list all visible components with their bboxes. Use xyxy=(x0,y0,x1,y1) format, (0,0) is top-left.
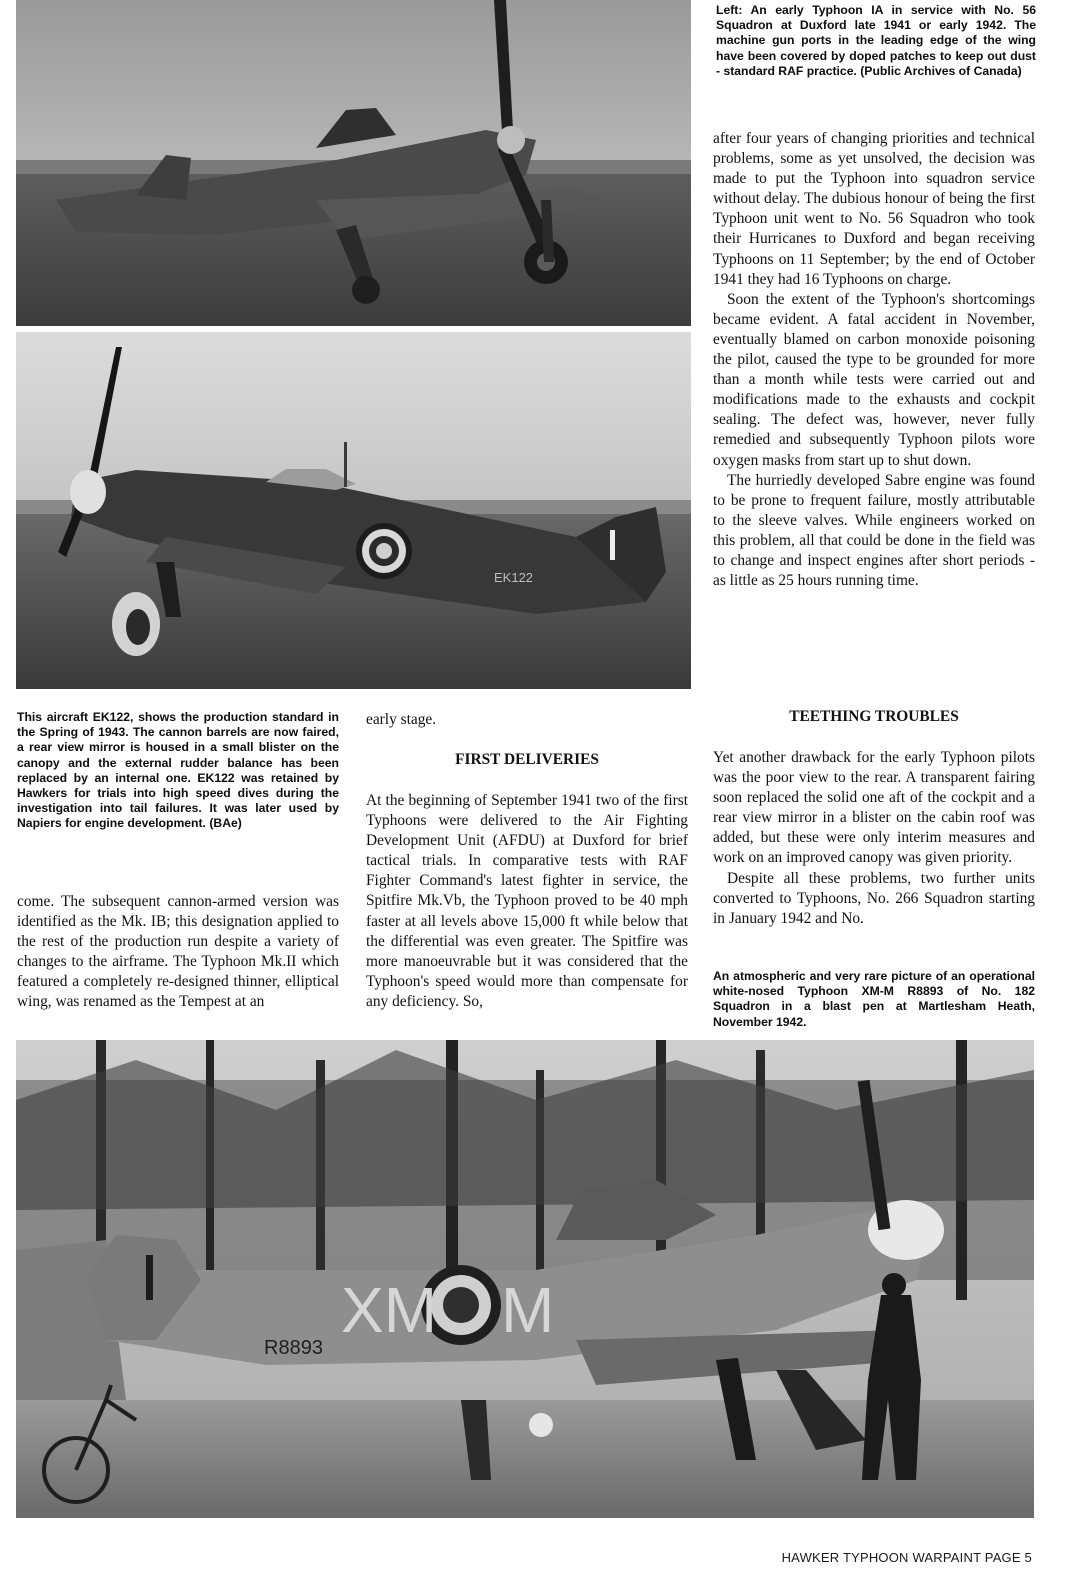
caption-ek122: This aircraft EK122, shows the production standard in the Spring of 1943. The cannon barrels are now faired, a rear view mirror is housed in a small blister on the canopy and the external rudder balance has been replaced by an internal one. EK122 was retained by Hawkers for trials into high speed dives during the investigation into tail failures. It was later used by Napiers for engine development. (BAe) xyxy=(17,710,339,831)
xm-m-serial: R8893 xyxy=(264,1337,323,1359)
ek122-fuselage-code: EK122 xyxy=(494,570,534,585)
photo-ek122 xyxy=(16,332,691,689)
middle-column-paragraph-1: At the beginning of September 1941 two of the first Typhoons were delivered to the Air Fighting Development Unit (AFDU) at Duxford for brief tactical trials. In comparative tests with RAF Fighter Command's latest fighter in service, the Spitfire Mk.Vb, the Typhoon proved to be 40 mph faster at all levels above 15,000 ft while below that the differential was even greater. The Spitfire was more manoeuvrable but it was considered that the Typhoon's speed would more than compensate for any deficiency. So, xyxy=(366,792,688,1010)
typhoon-ia-image xyxy=(16,0,691,326)
left-column xyxy=(17,892,339,1013)
caption-typhoon-ia: Left: An early Typhoon IA in service with No. 56 Squadron at Duxford late 1941 or early 1942. The machine gun ports in the leading edge of the wing have been covered by doped patches to keep out dust - standard RAF practice. (Public Archives of Canada) xyxy=(716,3,1036,78)
photo-xm-m xyxy=(16,1040,1034,1518)
photo-typhoon-ia xyxy=(16,0,691,326)
right-column xyxy=(713,129,1035,591)
caption-xm-m: An atmospheric and very rare picture of an operational white-nosed Typhoon XM-M R8893 of No. 182 Squadron in a blast pen at Martlesham Heath, November 1942. xyxy=(713,969,1035,1029)
left-column-paragraph-1: come. The subsequent cannon-armed version was identified as the Mk. IB; this designation applied to the rest of the production run despite a variety of changes to the airframe. The Typhoon Mk.II which featured a completely re-designed thinner, elliptical wing, was renamed as the Tempest at an xyxy=(17,893,339,1011)
right-column-paragraph-2: Soon the extent of the Typhoon's shortcomings became evident. A fatal accident in November, eventually blamed on carbon monoxide poisoning the pilot, caused the type to be grounded for more than a month while tests were carried out and modifications made to the exhausts and cockpit sealing. The defect was, however, never fully remedied and subsequently Typhoon pilots wore oxygen masks from start up to shut down. xyxy=(713,290,1035,469)
teething-paragraph-2: Despite all these problems, two further units converted to Typhoons, No. 266 Squadron starting in January 1942 and No. xyxy=(713,869,1035,927)
xm-m-code-right: M xyxy=(501,1274,555,1346)
ek122-image xyxy=(16,332,691,689)
heading-teething-troubles: TEETHING TROUBLES xyxy=(789,708,959,725)
xm-m-image xyxy=(16,1040,1034,1518)
right-column-paragraph-1: after four years of changing priorities and technical problems, some as yet unsolved, the decision was made to put the Typhoon into squadron service without delay. The dubious honour of being the first Typhoon unit went to No. 56 Squadron who took their Hurricanes to Duxford and began receiving Typhoons on 11 September; by the end of October 1941 they had 16 Typhoons on charge. xyxy=(713,130,1035,288)
teething-column xyxy=(713,748,1035,929)
middle-column-lead xyxy=(366,710,688,730)
heading-first-deliveries: FIRST DELIVERIES xyxy=(455,751,599,768)
middle-column-lead-text: early stage. xyxy=(366,711,437,728)
xm-m-code-left: XM xyxy=(341,1274,437,1346)
middle-column xyxy=(366,791,688,1012)
teething-paragraph-1: Yet another drawback for the early Typhoon pilots was the poor view to the rear. A transparent fairing soon replaced the solid one aft of the cockpit and a rear view mirror in a blister on the cabin roof was added, but these were only interim measures and work on an improved canopy was given priority. xyxy=(713,749,1035,867)
right-column-paragraph-3: The hurriedly developed Sabre engine was found to be prone to frequent failure, mostly attributable to the sleeve valves. While engineers worked on this problem, all that could be done in the field was to change and inspect engines after short periods - as little as 25 hours running time. xyxy=(713,471,1035,590)
page-footer: HAWKER TYPHOON WARPAINT PAGE 5 xyxy=(781,1550,1032,1565)
